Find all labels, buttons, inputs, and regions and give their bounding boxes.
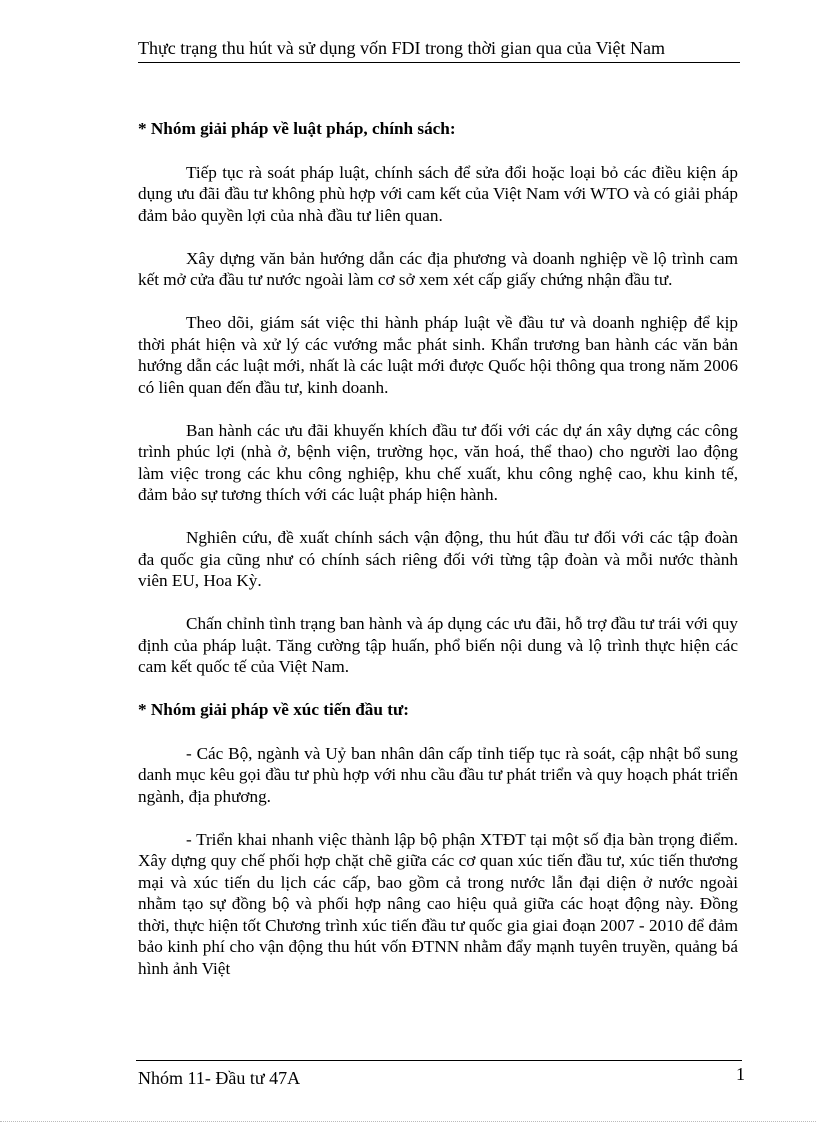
paragraph: Chấn chỉnh tình trạng ban hành và áp dụng các ưu đãi, hỗ trợ đầu tư trái với quy định của pháp luật. Tăng cường tập huấn, phổ biến nội dung và lộ trình thực hiện các cam kết quốc tế của Việt Nam. <box>138 614 738 676</box>
page-header <box>138 38 740 63</box>
paragraph: Ban hành các ưu đãi khuyến khích đầu tư đối với các dự án xây dựng các công trình phúc lợi (nhà ở, bệnh viện, trường học, văn hoá, thể thao) cho người lao động làm việc trong các khu công nghiệp, khu chế xuất, khu công nghệ cao, khu kinh tế, đảm bảo sự tương thích với các luật pháp hiện hành. <box>138 420 738 504</box>
section-heading-legal-policy: * Nhóm giải pháp về luật pháp, chính sách: <box>138 119 456 138</box>
page-number: 1 <box>736 1064 745 1084</box>
paragraph: Nghiên cứu, đề xuất chính sách vận động, thu hút đầu tư đối với các tập đoàn đa quốc gia cũng như có chính sách riêng đối với từng tập đoàn và mỗi nước thành viên EU, Hoa Kỳ. <box>138 528 738 590</box>
section-heading-investment-promotion: * Nhóm giải pháp về xúc tiến đầu tư: <box>138 700 410 719</box>
paragraph: - Triển khai nhanh việc thành lập bộ phận XTĐT tại một số địa bàn trọng điểm. Xây dựng quy chế phối hợp chặt chẽ giữa các cơ quan xúc tiến đầu tư, xúc tiến thương mại và xúc tiến du lịch các cấp, bao gồm cả trong nước lẫn đại diện ở nước ngoài nhằm tạo sự đồng bộ và phối hợp nâng cao hiệu quả giữa các hoạt động này. Đồng thời, thực hiện tốt Chương trình xúc tiến đầu tư quốc gia giai đoạn 2007 - 2010 để đảm bảo kinh phí cho vận động thu hút vốn ĐTNN nhằm đẩy mạnh tuyên truyền, quảng bá hình ảnh Việt <box>138 829 738 978</box>
document-body <box>138 118 738 1001</box>
paragraph: - Các Bộ, ngành và Uỷ ban nhân dân cấp tỉnh tiếp tục rà soát, cập nhật bổ sung danh mục kêu gọi đầu tư phù hợp với nhu cầu đầu tư phát triển và quy hoạch phát triển ngành, địa phương. <box>138 743 738 806</box>
header-title: Thực trạng thu hút và sử dụng vốn FDI trong thời gian qua của Việt Nam <box>138 38 666 58</box>
paragraph: Theo dõi, giám sát việc thi hành pháp luật về đầu tư và doanh nghiệp để kịp thời phát hiện và xử lý các vướng mắc phát sinh. Khẩn trương ban hành các văn bản hướng dẫn các luật mới, nhất là các luật mới được Quốc hội thông qua trong năm 2006 có liên quan đến đầu tư, kinh doanh. <box>138 313 738 397</box>
page-boundary <box>0 1121 816 1122</box>
footer-divider <box>136 1060 742 1061</box>
footer-group-label: Nhóm 11- Đầu tư 47A <box>138 1068 301 1088</box>
paragraph: Xây dựng văn bản hướng dẫn các địa phương và doanh nghiệp về lộ trình cam kết mở cửa đầu tư nước ngoài làm cơ sở xem xét cấp giấy chứng nhận đầu tư. <box>138 248 738 289</box>
paragraph: Tiếp tục rà soát pháp luật, chính sách để sửa đổi hoặc loại bỏ các điều kiện áp dụng ưu đãi đầu tư không phù hợp với cam kết của Việt Nam với WTO và có giải pháp đảm bảo quyền lợi của nhà đầu tư liên quan. <box>138 162 738 225</box>
